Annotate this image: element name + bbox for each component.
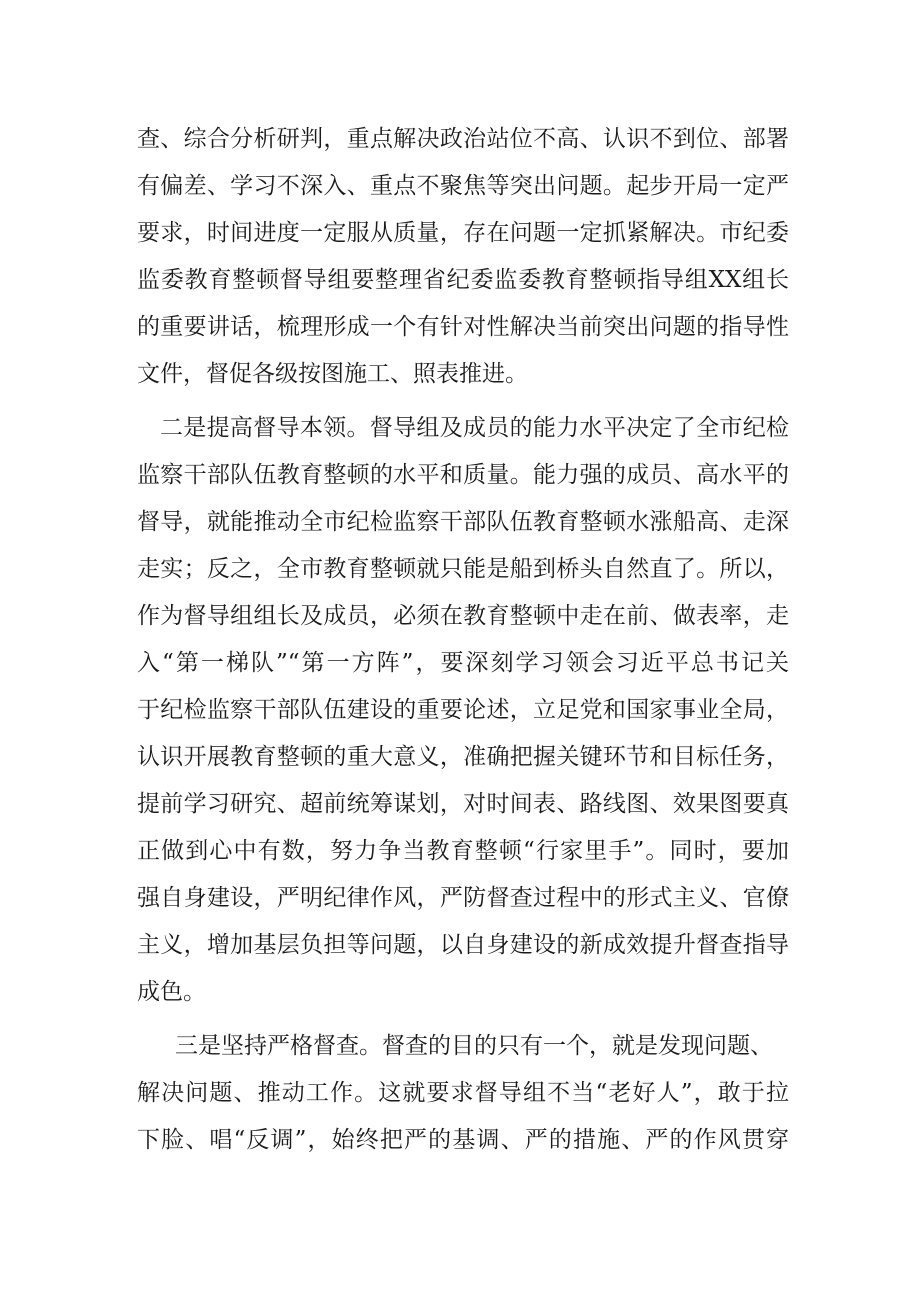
text-line: 于纪检监察干部队伍建设的重要论述，立足党和国家事业全局， <box>137 697 789 723</box>
text-line: 强自身建设，严明纪律作风，严防督查过程中的形式主义、官僚 <box>137 885 789 911</box>
text-line: 作为督导组组长及成员，必须在教育整顿中走在前、做表率，走 <box>137 603 789 629</box>
text-line: 查、综合分析研判，重点解决政治站位不高、认识不到位、部署 <box>137 126 789 152</box>
text-line: 文件，督促各级按图施工、照表推进。 <box>137 361 528 387</box>
text-line: 督导，就能推动全市纪检监察干部队伍教育整顿水涨船高、走深 <box>137 509 789 535</box>
text-line: 走实；反之，全市教育整顿就只能是船到桥头自然直了。所以， <box>137 556 789 582</box>
text-line: 认识开展教育整顿的重大意义，准确把握关键环节和目标任务， <box>137 744 789 770</box>
text-line: 监委教育整顿督导组要整理省纪委监委教育整顿指导组XX组长 <box>137 267 789 293</box>
text-line: 的重要讲话，梳理形成一个有针对性解决当前突出问题的指导性 <box>137 314 789 340</box>
text-line: 有偏差、学习不深入、重点不聚焦等突出问题。起步开局一定严 <box>137 173 789 199</box>
text-line: 主义，增加基层负担等问题，以自身建设的新成效提升督查指导 <box>137 932 789 958</box>
text-line: 要求，时间进度一定服从质量，存在问题一定抓紧解决。市纪委 <box>137 220 789 246</box>
text-line: 二是提高督导本领。督导组及成员的能力水平决定了全市纪检 <box>160 415 789 441</box>
text-line: 正做到心中有数，努力争当教育整顿“行家里手”。同时，要加 <box>137 838 789 864</box>
text-line: 三是坚持严格督查。督查的目的只有一个，就是发现问题、 <box>175 1033 773 1059</box>
text-line: 提前学习研究、超前统筹谋划，对时间表、路线图、效果图要真 <box>137 791 789 817</box>
text-line: 下脸、唱“反调”，始终把严的基调、严的措施、严的作风贯穿 <box>137 1127 789 1153</box>
text-line: 成色。 <box>137 979 206 1005</box>
text-line: 解决问题、推动工作。这就要求督导组不当“老好人”，敢于拉 <box>137 1080 789 1106</box>
text-line: 监察干部队伍教育整顿的水平和质量。能力强的成员、高水平的 <box>137 462 789 488</box>
text-line: 入“第一梯队”“第一方阵”，要深刻学习领会习近平总书记关 <box>137 650 789 676</box>
